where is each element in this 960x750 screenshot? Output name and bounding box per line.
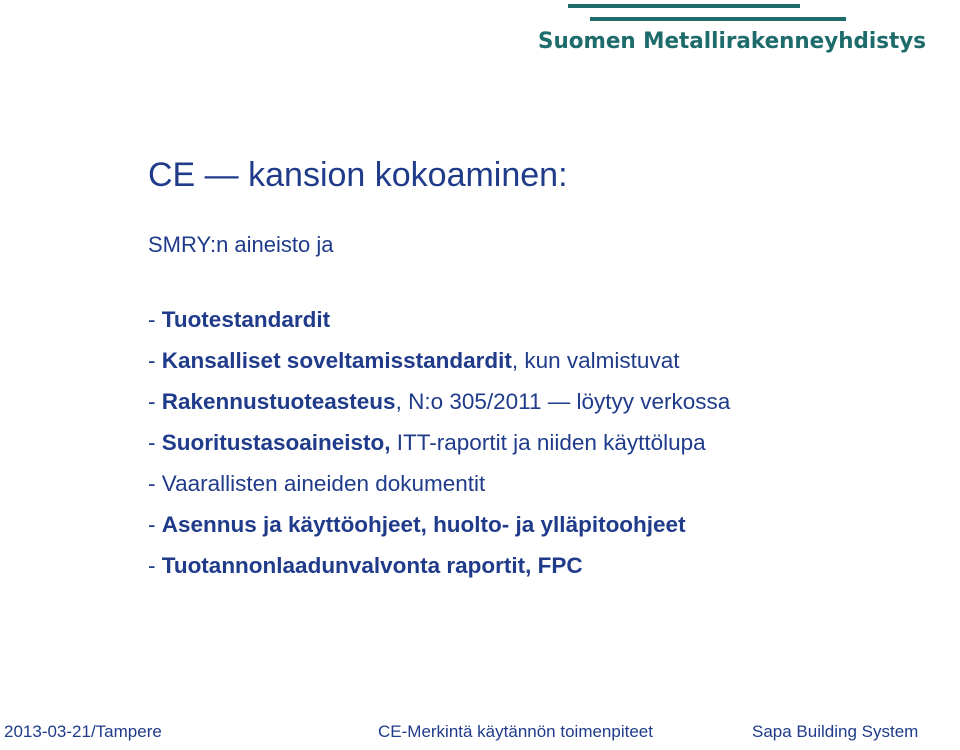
item-list bbox=[148, 304, 730, 591]
logo-text: Suomen Metallirakenneyhdistys bbox=[538, 29, 926, 54]
item-bold-text: Kansalliset soveltamisstandardit bbox=[161, 348, 512, 373]
list-item bbox=[148, 427, 730, 468]
list-item bbox=[148, 509, 730, 550]
list-item bbox=[148, 468, 730, 509]
item-text: , N:o 305/2011 — löytyy verkossa bbox=[395, 389, 731, 414]
item-bold-text: Rakennustuoteasteus bbox=[161, 389, 396, 414]
bullet-dash: - bbox=[148, 471, 162, 496]
bullet-dash: - bbox=[148, 512, 162, 537]
bullet-dash: - bbox=[148, 430, 162, 455]
footer-company: Sapa Building System bbox=[752, 722, 919, 741]
list-item bbox=[148, 386, 730, 427]
bullet-dash: - bbox=[148, 389, 162, 414]
bullet-dash: - bbox=[148, 307, 162, 332]
footer-presentation-title: CE-Merkintä käytännön toimenpiteet bbox=[378, 722, 653, 741]
item-text: ITT-raportit ja niiden käyttölupa bbox=[390, 430, 706, 455]
item-bold-text: Tuotestandardit bbox=[161, 307, 331, 332]
item-text: Vaarallisten aineiden dokumentit bbox=[161, 471, 486, 496]
slide-title: CE — kansion kokoaminen: bbox=[148, 156, 568, 194]
logo-bar-top bbox=[568, 4, 800, 8]
footer-date-place: 2013-03-21/Tampere bbox=[4, 722, 162, 741]
item-text: , kun valmistuvat bbox=[511, 348, 680, 373]
logo-bar-middle bbox=[590, 17, 846, 21]
item-bold-text: Suoritustasoaineisto, bbox=[161, 430, 391, 455]
item-bold-text: Asennus ja käyttöohjeet, huolto- ja ylläpitoohjeet bbox=[161, 512, 686, 537]
intro-text: SMRY:n aineisto ja bbox=[148, 232, 334, 257]
list-item bbox=[148, 304, 730, 345]
company-logo bbox=[538, 0, 938, 56]
item-bold-text: Tuotannonlaadunvalvonta raportit, FPC bbox=[161, 553, 583, 578]
list-item bbox=[148, 345, 730, 386]
logo-wordmark bbox=[538, 26, 930, 54]
bullet-dash: - bbox=[148, 553, 162, 578]
bullet-dash: - bbox=[148, 348, 162, 373]
list-item bbox=[148, 550, 730, 591]
